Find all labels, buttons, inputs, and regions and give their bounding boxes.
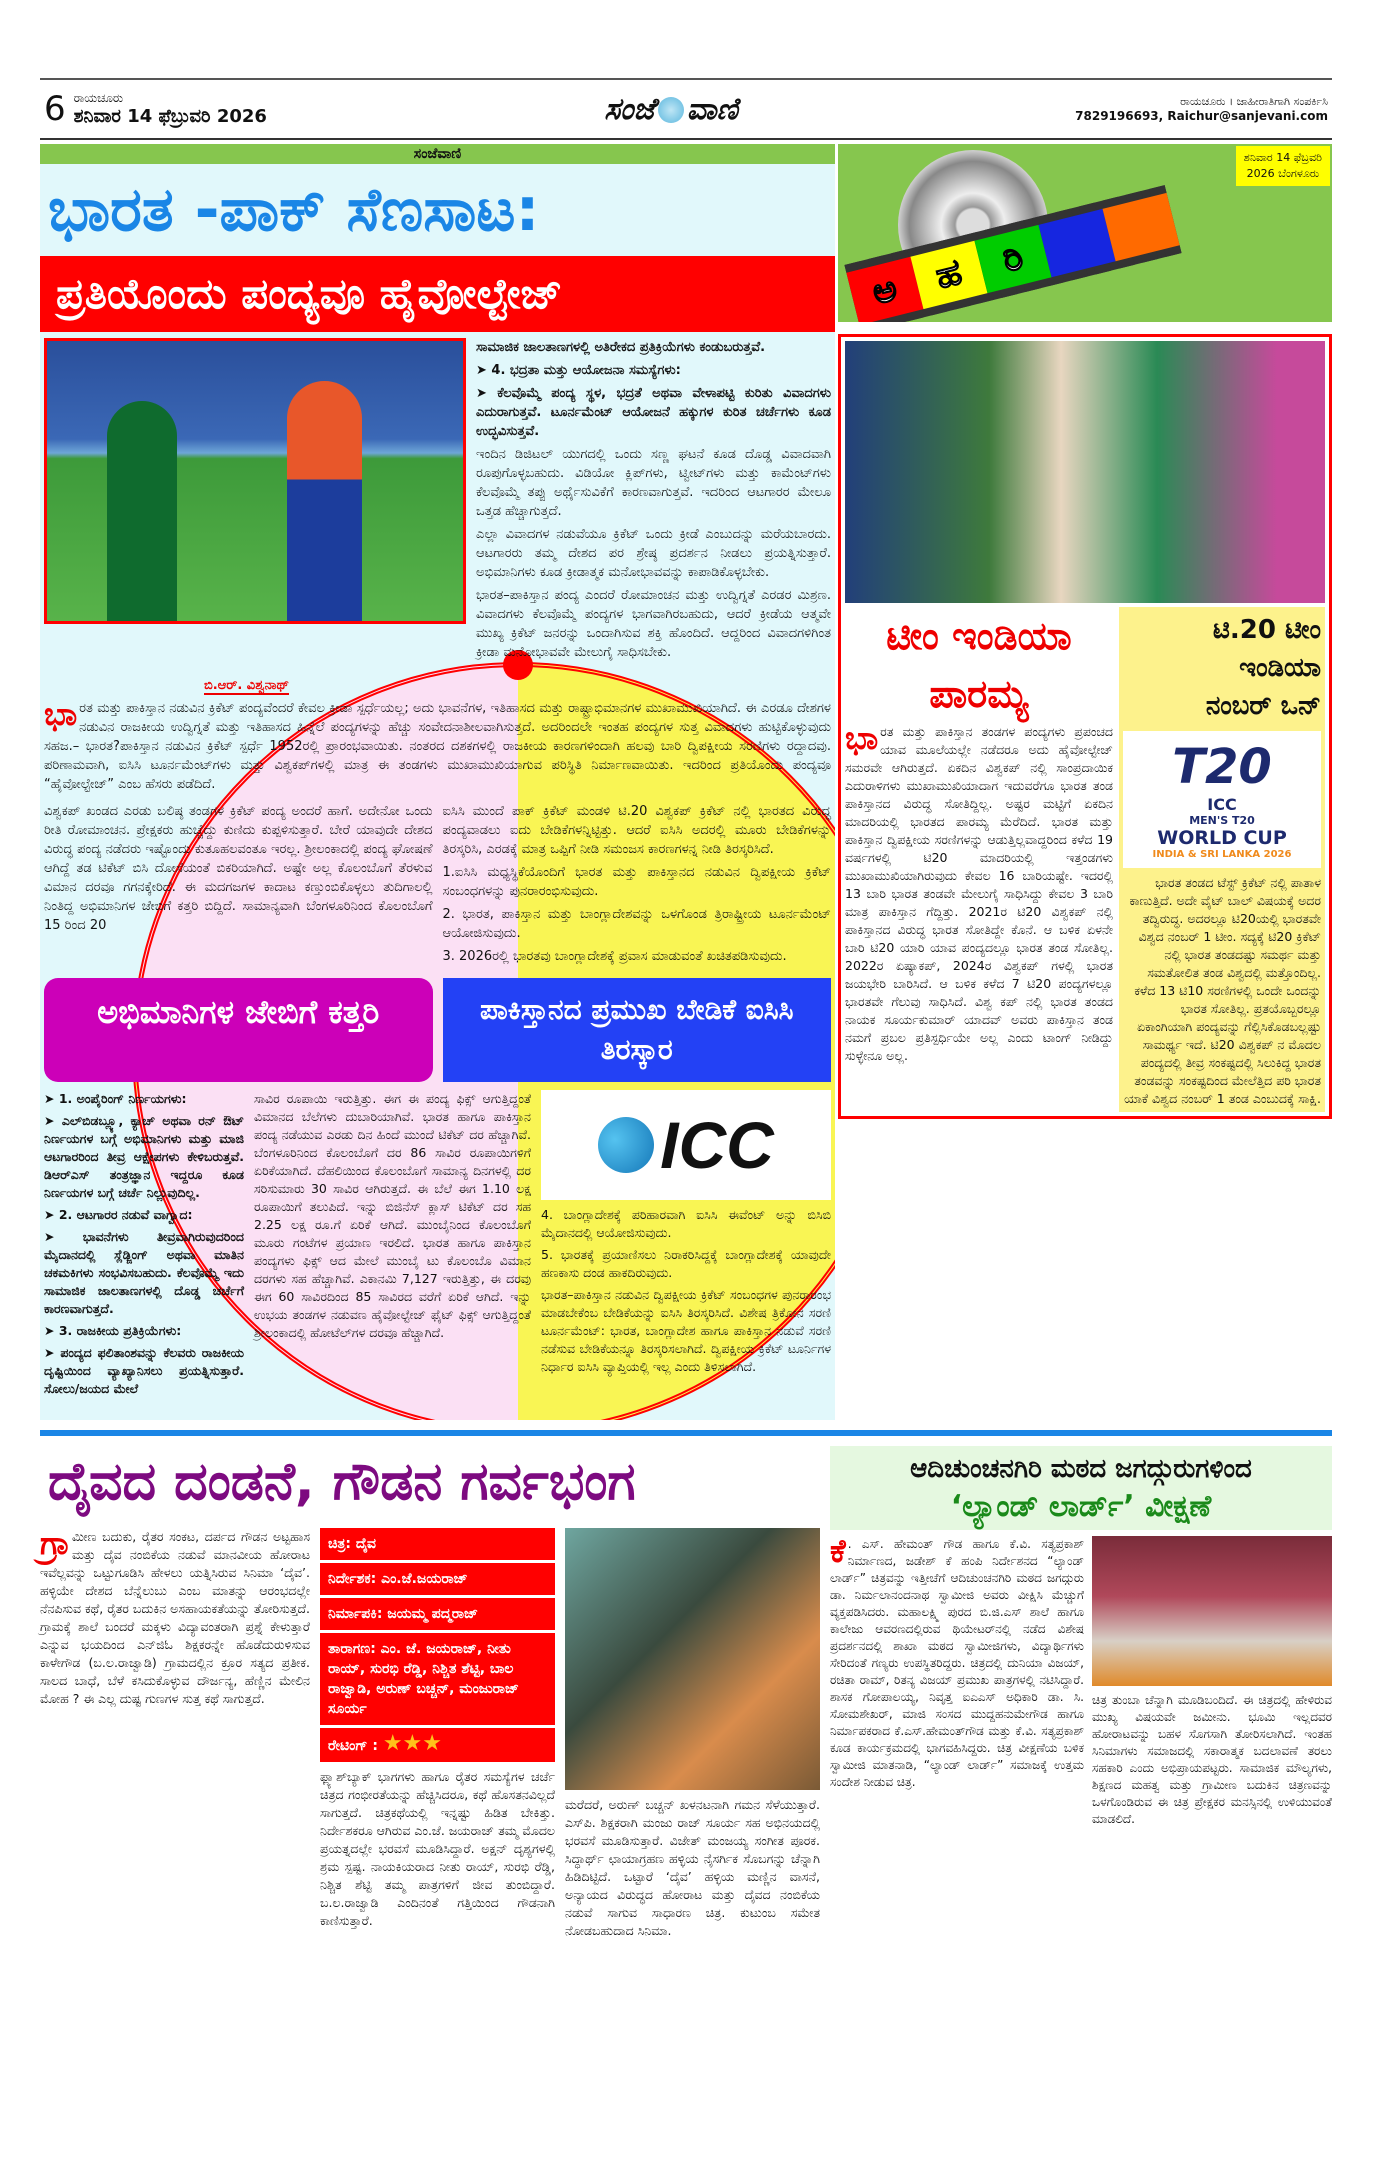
supplement-banner xyxy=(838,144,1332,322)
lead-column xyxy=(40,144,835,1420)
team-india-box xyxy=(838,334,1332,1119)
logo-letter: ರಿ xyxy=(974,225,1051,293)
film-review-headline: ದೈವದ ದಂಡನೆ, ಗೌಡನ ಗರ್ವಭಂಗ xyxy=(48,1452,636,1512)
t20-sidebar-title xyxy=(1123,611,1321,725)
headline-line: ಆದಿಚುಂಚನಗಿರಿ ಮಠದ ಜಗದ್ಗುರುಗಳಿಂದ xyxy=(910,1454,1252,1484)
paragraph: ಐಸಿಸಿ ಮುಂದೆ ಪಾಕ್ ಕ್ರಿಕೆಟ್ ಮಂಡಳಿ ಟಿ.20 ವಿಶ್ವಕಪ್ ಕ್ರಿಕೆಟ್ ನಲ್ಲಿ ಭಾರತದ ವಿರುದ್ಧ ಪಂದ್ಯವಾಡಲು ಐದು ಬೇಡಿಕೆಗಳನ್ನಿಟ್ಟಿತ್ತು. ಆದರೆ ಐಸಿಸಿ ಅದರಲ್ಲಿ ಮೂರು ಬೇಡಿಕೆಗಳನ್ನು ತಿರಸ್ಕರಿಸಿ, ಎರಡಕ್ಕೆ ಮಾತ್ರ ಒಪ್ಪಿಗೆ ನೀಡಿ ಸಮಂಜಸ ಕಾರಣಗಳನ್ನ ನೀಡಿ ತಿರಸ್ಕರಿಸಿದೆ. xyxy=(442,804,831,857)
icc-logo xyxy=(541,1090,831,1200)
film-review-columns xyxy=(40,1524,820,1940)
date-line: ಶನಿವಾರ 14 ಫೆಬ್ರವರಿ xyxy=(1243,151,1322,164)
demand-item: 5. ಭಾರತಕ್ಕೆ ಪ್ರಯಾಣಿಸಲು ನಿರಾಕರಿಸಿದ್ದಕ್ಕೆ ಬಾಂಗ್ಲಾದೇಶಕ್ಕೆ ಯಾವುದೇ ಹಣಕಾಸು ದಂಡ ಹಾಕದಿರುವುದು. xyxy=(541,1247,831,1280)
landlord-right xyxy=(1092,1536,1332,1828)
date-line: 2026 ಬೆಂಗಳೂರು xyxy=(1246,167,1320,180)
fans-photo xyxy=(845,341,1325,603)
t20-sidebar xyxy=(1119,607,1325,1112)
top-section xyxy=(40,144,1332,1420)
landlord-headline xyxy=(830,1446,1332,1530)
advert-contact-label: ರಾಯಚೂರು । ಜಾಹೀರಾತಿಗಾಗಿ ಸಂಪರ್ಕಿಸಿ xyxy=(1180,95,1328,108)
team-india-body xyxy=(845,719,1113,1065)
logo-line: WORLD CUP xyxy=(1157,827,1287,849)
film-review-col3-wrap xyxy=(565,1528,820,1940)
paragraph: ಇಂದಿನ ಡಿಜಿಟಲ್ ಯುಗದಲ್ಲಿ ಒಂದು ಸಣ್ಣ ಘಟನೆ ಕೂಡ ದೊಡ್ಡ ವಿವಾದವಾಗಿ ರೂಪುಗೊಳ್ಳಬಹುದು. ವಿಡಿಯೋ ಕ್ಲಿಪ್‌ಗಳು, ಟ್ವೀಟ್‌ಗಳು ಮತ್ತು ಕಾಮೆಂಟ್‌ಗಳು ಕೆಲವೊಮ್ಮೆ ತಪ್ಪು ಅರ್ಥೈಸುವಿಕೆಗೆ ಕಾರಣವಾಗುತ್ತವೆ. ಇದರಿಂದ ಆಟಗಾರರ ಮೇಲೂ ಒತ್ತಡ ಹೆಚ್ಚಾಗುತ್ತದೆ. xyxy=(476,447,831,519)
fans-story-top xyxy=(44,802,433,970)
title-line: ಇಂಡಿಯಾ xyxy=(1239,653,1321,683)
bullet-text: ಪಂದ್ಯದ ಫಲಿತಾಂಶವನ್ನು ಕೆಲವರು ರಾಜಕೀಯ ದೃಷ್ಟಿಯಿಂದ ವ್ಯಾಖ್ಯಾನಿಸಲು ಪ್ರಯತ್ನಿಸುತ್ತಾರೆ. ಸೋಲು/ಜಯದ ಮೇಲೆ xyxy=(44,1345,245,1396)
icc-globe-icon xyxy=(598,1117,654,1173)
film-frame xyxy=(1038,209,1115,277)
subheadline-band xyxy=(40,256,835,332)
film-review-col3 xyxy=(565,1796,820,1940)
demand-item: 1.ಐಸಿಸಿ ಮಧ್ಯಸ್ಥಿಕೆಯೊಂದಿಗೆ ಭಾರತ ಮತ್ತು ಪಾಕಿಸ್ತಾನದ ನಡುವಿನ ದ್ವಿಪಕ್ಷೀಯ ಕ್ರಿಕೆಟ್ ಸಂಬಂಧಗಳನ್ನು ಪುನರಾರಂಭಿಸುವುದು. xyxy=(442,865,831,899)
title-line: ನಂಬರ್ ಒನ್ xyxy=(1205,691,1321,721)
film-cast: ತಾರಾಗಣ: ಎಂ. ಜೆ. ಜಯರಾಜ್, ನೀತು ರಾಯ್, ಸುರಭಿ ರೆಡ್ಡಿ, ನಿಶ್ಚಿತ ಶೆಟ್ಟಿ, ಬಾಲ ರಾಜ್ವಾಡಿ, ಅರುಣ್ ಬಚ್ಚನ್, ಮಂಜುರಾಜ್ ಸೂರ್ಯ xyxy=(320,1633,555,1728)
film-producer: ನಿರ್ಮಾಪಕಿ: ಜಯಮ್ಮ ಪದ್ಮರಾಜ್ xyxy=(320,1598,555,1633)
paragraph: ಎಲ್ಲಾ ವಿವಾದಗಳ ನಡುವೆಯೂ ಕ್ರಿಕೆಟ್ ಒಂದು ಕ್ರೀಡೆ ಎಂಬುದನ್ನು ಮರೆಯಬಾರದು. ಆಟಗಾರರು ತಮ್ಮ ದೇಶದ ಪರ ಶ್ರೇಷ್ಠ ಪ್ರದರ್ಶನ ನೀಡಲು ಪ್ರಯತ್ನಿಸುತ್ತಾರೆ. ಅಭಿಮಾನಿಗಳು ಕೂಡ ಕ್ರೀಡಾತ್ಮಕ ಮನೋಭಾವವನ್ನು ಕಾಪಾಡಿಕೊಳ್ಳಬೇಕು. xyxy=(476,527,831,580)
logo-letter: ಅ xyxy=(846,257,923,322)
lead-intro xyxy=(44,695,831,794)
logo-letter: ಹ xyxy=(910,241,987,309)
lead-top-row xyxy=(44,338,831,666)
logo-text-right: ವಾಣಿ xyxy=(686,91,738,127)
supplement-date xyxy=(1236,146,1330,186)
film-still-photo xyxy=(565,1528,820,1790)
paragraph: ವಿಶ್ವಕಪ್ ಖಂಡದ ಎರಡು ಬಲಿಷ್ಠ ತಂಡಗಳ ಕ್ರಿಕೆಟ್ ಪಂದ್ಯ ಅಂದರೆ ಹಾಗೆ. ಅದೇನೋ ಒಂದು ರೀತಿ ರೋಮಾಂಚನ. ಪ್ರೇಕ್ಷಕರು ಹುಚ್ಚೆದ್ದು ಕುಣಿದು ಕುಪ್ಪಳಿಸುತ್ತಾರೆ. ಬೇರೆ ಯಾವುದೇ ದೇಶದ ವಿರುದ್ಧ ಪಂದ್ಯ ನಡೆದರು ಇಷ್ಟೊಂದು ಕುತೂಹಲವಂತೂ ಇರಲ್ಲ. ಶ್ರೀಲಂಕಾದಲ್ಲಿ ಪಂದ್ಯ ಘೋಷಣೆ ಆಗಿದ್ದೆ ತಡ ಟಿಕೆಟ್ ಬಿಸಿ ದೋಸೆಯಂತೆ ಬಿಕರಿಯಾಗಿದೆ. ಅಷ್ಟೇ ಅಲ್ಲ ಕೊಲಂಬೊಗೆ ತೆರಳುವ ವಿಮಾನ ದರವೂ ಗಗನಕ್ಕೇರಿದೆ. ಈ ಮದಗಜಗಳ ಕಾದಾಟ ಕಣ್ತುಂಬಿಕೊಳ್ಳಲು ತುದಿಗಾಲಲ್ಲಿ ನಿಂತಿದ್ದ ಅಭಿಮಾನಿಗಳ ಜೇಬಿಗೆ ಕತ್ತರಿ ಬಿದ್ದಿದೆ. ಸಾಮಾನ್ಯವಾಗಿ ಬೆಂಗಳೂರಿನಿಂದ ಕೊಲಂಬೊಗೆ 15 ರಿಂದ 20 xyxy=(44,804,433,933)
demand-item: 4. ಬಾಂಗ್ಲಾದೇಶಕ್ಕೆ ಪರಿಹಾರವಾಗಿ ಐಸಿಸಿ ಈವೆಂಟ್ ಅನ್ನು ಬಿಸಿಬಿ ಮೈದಾನದಲ್ಲಿ ಆಯೋಜಿಸುವುದು. xyxy=(541,1207,831,1240)
screening-audience-photo xyxy=(1092,1536,1332,1686)
bullet-text: 2. ಆಟಗಾರರ ನಡುವೆ ವಾಗ್ವಾದ: xyxy=(58,1207,193,1222)
team-india-headline: ಟೀಂ ಇಂಡಿಯಾ ಪಾರಮ್ಯ xyxy=(886,614,1072,716)
edition-city: ರಾಯಚೂರು xyxy=(73,91,124,105)
paragraph: ಚಿತ್ರ ತುಂಬಾ ಚೆನ್ನಾಗಿ ಮೂಡಿಬಂದಿದೆ. ಈ ಚಿತ್ರದಲ್ಲಿ ಹೇಳಿರುವ ಮುಖ್ಯ ವಿಷಯವೇ ಜಮೀನು. ಭೂಮಿ ಇಲ್ಲದವರ ಹೋರಾಟವನ್ನು ಬಹಳ ಸೊಗಸಾಗಿ ತೋರಿಸಲಾಗಿದೆ. ಇಂತಹ ಸಿನಿಮಾಗಳು ಸಮಾಜದಲ್ಲಿ ಸಕಾರಾತ್ಮಕ ಬದಲಾವಣೆ ತರಲು ಸಹಕಾರಿ ಎಂದು ಅಭಿಪ್ರಾಯಪಟ್ಟರು. ಸಾಮಾಜಿಕ ಮೌಲ್ಯಗಳು, ಶಿಕ್ಷಣದ ಮಹತ್ವ ಮತ್ತು ಗ್ರಾಮೀಣ ಬದುಕಿನ ಚಿತ್ರಣವನ್ನು ಒಳಗೊಂಡಿರುವ ಈ ಚಿತ್ರ ಪ್ರೇಕ್ಷಕರ ಮನಸ್ಸಿನಲ್ಲಿ ಉಳಿಯುವಂತೆ ಮಾಡಲಿದೆ. xyxy=(1092,1693,1332,1826)
landlord-body xyxy=(830,1532,1084,1828)
bullet-body: ➤ ಭಾವನೆಗಳು ತೀವ್ರವಾಗಿರುವುದರಿಂದ ಮೈದಾನದಲ್ಲಿ ಸ್ಲೆಡ್ಜಿಂಗ್ ಅಥವಾ ಮಾತಿನ ಚಕಮಕಿಗಳು ಸಂಭವಿಸಬಹುದು. ಕೆಲವೊಮ್ಮೆ ಇದು ಸಾಮಾಜಿಕ ಜಾಲತಾಣಗಳಲ್ಲಿ ದೊಡ್ಡ ಚರ್ಚೆಗೆ ಕಾರಣವಾಗುತ್ತದೆ. xyxy=(44,1229,244,1316)
lead-headline: ಭಾರತ -ಪಾಕ್ ಸೆಣಸಾಟ: xyxy=(48,175,540,245)
paragraph: ರತ ಮತ್ತು ಪಾಕಿಸ್ತಾನ ತಂಡಗಳ ಪಂದ್ಯಗಳು ಪ್ರಪಂಚದ ಯಾವ ಮೂಲೆಯಲ್ಲೇ ನಡೆದರೂ ಅದು ಹೈವೋಲ್ಟೇಜ್ ಸಮರವೇ ಆಗಿರುತ್ತದೆ. ಏಕದಿನ ವಿಶ್ವಕಪ್ ನಲ್ಲಿ ಸಾಂಪ್ರದಾಯಿಕ ಎದುರಾಳಿಗಳು ಮುಖಾಮುಖಿಯಾದಾಗ ಇದುವರೆಗೂ ಭಾರತ ತಂಡ ಪಾಕಿಸ್ತಾನದ ವಿರುದ್ಧ ಸೋತಿದ್ದಿಲ್ಲ. ಅಷ್ಟರ ಮಟ್ಟಿಗೆ ಏಕದಿನ ಮಾದರಿಯಲ್ಲಿ ಭಾರತದ ಪಾರಮ್ಯ ಮೆರೆದಿದೆ. ಭಾರತ ಮತ್ತು ಪಾಕಿಸ್ತಾನ ದ್ವಿಪಕ್ಷೀಯ ಸರಣಿಗಳನ್ನು ಆಡುತ್ತಿಲ್ಲವಾದ್ದರಿಂದ ಕಳೆದ 19 ವರ್ಷಗಳಲ್ಲಿ ಟಿ20 ಮಾದರಿಯಲ್ಲಿ ಇತ್ತಂಡಗಳು ಮುಖಾಮುಖಿಯಾಗಿರುವುದು ಕೇವಲ 16 ಬಾರಿಯಷ್ಟೇ. ಇದರಲ್ಲಿ 13 ಬಾರಿ ಭಾರತ ತಂಡವೇ ಮೇಲುಗೈ ಸಾಧಿಸಿದ್ದು ಕೇವಲ 3 ಬಾರಿ ಮಾತ್ರ ಪಾಕಿಸ್ತಾನ ಗೆದ್ದಿತ್ತು. 2021ರ ಟಿ20 ವಿಶ್ವಕಪ್ ನಲ್ಲಿ ಪಾಕಿಸ್ತಾನದ ವಿರುದ್ಧ ಭಾರತ ಸೋತಿದ್ದೇ ಕೊನೆ. ಆ ಬಳಿಕ ಏಳನೇ ಬಾರಿ ಟಿ20 ಯಾರಿ ಯಾವ ಪಂದ್ಯದಲ್ಲೂ ಭಾರತ ತಂಡ ಸೋತಿಲ್ಲ. 2022ರ ಏಷ್ಯಾಕಪ್, 2024ರ ವಿಶ್ವಕಪ್ ಗಳಲ್ಲಿ ಭಾರತ ಜಯಭೇರಿ ಬಾರಿಸಿದೆ. ಆ ಬಳಿಕ ಕಳೆದ 7 ಟಿ20 ಪಂದ್ಯಗಳಲ್ಲೂ ಭಾರತವೇ ಗೆಲುವು ಸಾಧಿಸಿದೆ. ವಿಶ್ವ ಕಪ್ ನಲ್ಲಿ ಭಾರತ ತಂಡದ ನಾಯಕ ಸೂರ್ಯಕುಮಾರ್ ಯಾದವ್ ಅವರು ಪಾಕಿಸ್ತಾನ ತಂಡ ನಮಗೆ ಪ್ರಬಲ ಪ್ರತಿಸ್ಪರ್ಧಿಯೇ ಅಲ್ಲ ಎಂದು ಟಾಂಗ್ ನೀಡಿದ್ದು ಸುಳ್ಳೇನೂ ಅಲ್ಲ. xyxy=(845,724,1113,1063)
circle-headline-row xyxy=(44,978,831,1082)
india-captain-figure xyxy=(287,381,362,624)
logo-line: MEN'S T20 xyxy=(1189,814,1255,827)
film-title: ಚಿತ್ರ: ದೈವ xyxy=(320,1528,555,1563)
paragraph: ಭಾರತ–ಪಾಕಿಸ್ತಾನ ನಡುವಿನ ದ್ವಿಪಕ್ಷೀಯ ಕ್ರಿಕೆಟ್ ಸಂಬಂಧಗಳ ಪುನರಾರಂಭ ಮಾಡಬೇಕೆಂಬ ಬೇಡಿಕೆಯನ್ನು ಐಸಿಸಿ ತಿರಸ್ಕರಿಸಿದೆ. ವಿಶೇಷ ತ್ರಿಕೋನ ಸರಣಿ ಟೂರ್ನಮೆಂಟ್: ಭಾರತ, ಬಾಂಗ್ಲಾದೇಶ ಹಾಗೂ ಪಾಕಿಸ್ತಾನ ನಡುವೆ ಸರಣಿ ನಡೆಸುವ ಬೇಡಿಕೆಯನ್ನೂ ತಿರಸ್ಕರಿಸಲಾಗಿದೆ. ದ್ವಿಪಕ್ಷೀಯ ಕ್ರಿಕೆಟ್ ಟೂರ್ನಿಗಳ ನಿರ್ಧಾರ ಐಸಿಸಿ ವ್ಯಾಪ್ತಿಯಲ್ಲಿ ಇಲ್ಲ ಎಂದು ತಿಳಿಸಲಾಗಿದೆ. xyxy=(541,1287,831,1374)
pakistan-captain-figure xyxy=(107,401,177,624)
drop-cap: ಗ್ರಾ xyxy=(40,1524,71,1562)
t20-world-cup-logo xyxy=(1123,731,1321,868)
bullet-text: 1. ಅಂಪೈರಿಂಗ್ ನಿರ್ಣಯಗಳು: xyxy=(58,1091,187,1106)
landlord-story xyxy=(830,1446,1332,1828)
star-icon: ★ xyxy=(422,1731,443,1756)
bullet-text: ಕೆಲವೊಮ್ಮೆ ಪಂದ್ಯ ಸ್ಥಳ, ಭದ್ರತೆ ಅಥವಾ ವೇಳಾಪಟ್ಟಿ ಕುರಿತು ವಿವಾದಗಳು ಎದುರಾಗುತ್ತವೆ. ಟೂರ್ನಮೆಂಟ್ ಆಯೋಜನೆ ಹಕ್ಕುಗಳ ಕುರಿತ ಚರ್ಚೆಗಳು ಕೂಡ ಉದ್ಭವಿಸುತ್ತವೆ. xyxy=(476,386,832,439)
bullet: ➤ 4. ಭದ್ರತಾ ಮತ್ತು ಆಯೋಜನಾ ಸಮಸ್ಯೆಗಳು: xyxy=(476,363,681,378)
landlord-body-2 xyxy=(1092,1692,1332,1828)
star-icon: ★ xyxy=(382,1731,403,1756)
demand-item: 3. 2026ರಲ್ಲಿ ಭಾರತವು ಬಾಂಗ್ಲಾದೇಶಕ್ಕೆ ಪ್ರವಾಸ ಮಾಡುವಂತೆ ಖಚಿತಪಡಿಸುವುದು. xyxy=(442,949,787,964)
masthead-left xyxy=(44,89,267,129)
logo-text-left: ಸಂಜೆ xyxy=(604,91,655,127)
lead-bullets xyxy=(44,1090,244,1402)
logo-mark: T20 xyxy=(1172,739,1272,795)
drop-cap: ಕೆ xyxy=(830,1532,846,1570)
logo-line: INDIA & SRI LANKA 2026 xyxy=(1152,849,1292,860)
logo-line: ICC xyxy=(1207,795,1237,814)
circle-top-row xyxy=(44,802,831,970)
newspaper-page xyxy=(40,0,1332,1940)
film-director: ನಿರ್ದೇಶಕ: ಎಂ.ಜೆ.ಜಯರಾಜ್ xyxy=(320,1563,555,1598)
icc-story-side xyxy=(541,1206,831,1376)
right-column xyxy=(838,144,1332,1420)
team-india-main xyxy=(845,607,1113,1112)
captains-toss-photo xyxy=(44,338,466,624)
fans-story-headline: ಅಭಿಮಾನಿಗಳ ಜೇಬಿಗೆ ಕತ್ತರಿ xyxy=(44,978,433,1082)
paragraph: . ಎಸ್. ಹೇಮಂತ್ ಗೌಡ ಹಾಗೂ ಕೆ.ವಿ. ಸತ್ಯಪ್ರಕಾಶ್ ನಿರ್ಮಾಣದ, ಜಡೇಶ್ ಕೆ ಹಂಪಿ ನಿರ್ದೇಶನದ “ಲ್ಯಾಂಡ್ ಲಾರ್ಡ್” ಚಿತ್ರವನ್ನು ಇತ್ತೀಚೆಗೆ ಆದಿಚುಂಚನಗಿರಿ ಮಠದ ಜಗದ್ಗುರು ಡಾ. ನಿರ್ಮಲಾನಂದನಾಥ ಸ್ವಾಮೀಜಿ ಅವರು ವೀಕ್ಷಿಸಿ ಮೆಚ್ಚುಗೆ ವ್ಯಕ್ತಪಡಿಸಿದರು. ಮಹಾಲಕ್ಷ್ಮಿ ಪುರದ ಬಿ.ಜಿ.ಎಸ್ ಶಾಲೆ ಹಾಗೂ ಕಾಲೇಜು ಆವರಣದಲ್ಲಿರುವ ಥಿಯೇಟರ್‌ನಲ್ಲಿ ನಡೆದ ವಿಶೇಷ ಪ್ರದರ್ಶನದಲ್ಲಿ ಶಾಖಾ ಮಠದ ಸ್ವಾಮೀಜಿಗಳು, ವಿದ್ಯಾರ್ಥಿಗಳು ಸೇರಿದಂತೆ ಗಣ್ಯರು ಉಪಸ್ಥಿತರಿದ್ದರು. ಚಿತ್ರದಲ್ಲಿ ದುನಿಯಾ ವಿಜಯ್, ರಚಿತಾ ರಾಮ್, ರಿತನ್ಯ ವಿಜಯ್ ಪ್ರಮುಖ ಪಾತ್ರಗಳಲ್ಲಿ ನಟಿಸಿದ್ದಾರೆ. ಶಾಸಕ ಗೋಪಾಲಯ್ಯ, ನಿವೃತ್ತ ಐಎಎಸ್ ಅಧಿಕಾರಿ ಡಾ. ಸಿ. ಸೋಮಶೇಖರ್, ಮಾಜಿ ಸಂಸದ ಮುದ್ದಹನುಮೇಗೌಡ ಹಾಗೂ ನಿರ್ಮಾಪಕರಾದ ಕೆ.ಎಸ್.ಹೇಮಂತ್‌ಗೌಡ ಮತ್ತು ಕೆ.ವಿ. ಸತ್ಯಪ್ರಕಾಶ್ ಕೂಡ ಕಾರ್ಯಕ್ರಮದಲ್ಲಿ ಭಾಗವಹಿಸಿದ್ದರು. ಚಿತ್ರ ವೀಕ್ಷಣೆಯ ಬಳಿಕ ಸ್ವಾಮೀಜಿ ಮಾತನಾಡಿ, “ಲ್ಯಾಂಡ್ ಲಾರ್ಡ್” ಸಮಾಜಕ್ಕೆ ಉತ್ತಮ ಸಂದೇಶ ನೀಡುವ ಚಿತ್ರ. xyxy=(830,1537,1084,1789)
paragraph: ಸಾಮಾಜಿಕ ಜಾಲತಾಣಗಳಲ್ಲಿ ಅತಿರೇಕದ ಪ್ರತಿಕ್ರಿಯೆಗಳು ಕಂಡುಬರುತ್ತವೆ. xyxy=(476,340,766,355)
bullet-text: ಭಾವನೆಗಳು ತೀವ್ರವಾಗಿರುವುದರಿಂದ ಮೈದಾನದಲ್ಲಿ ಸ್ಲೆಡ್ಜಿಂಗ್ ಅಥವಾ ಮಾತಿನ ಚಕಮಕಿಗಳು ಸಂಭವಿಸಬಹುದು. ಕೆಲವೊಮ್ಮೆ ಇದು ಸಾಮಾಜಿಕ ಜಾಲತಾಣಗಳಲ್ಲಿ ದೊಡ್ಡ ಚರ್ಚೆಗೆ ಕಾರಣವಾಗುತ್ತದೆ. xyxy=(44,1229,244,1316)
page-number: 6 xyxy=(44,89,66,129)
film-info-box xyxy=(320,1528,555,1762)
bullet: ➤ ಕೆಲವೊಮ್ಮೆ ಪಂದ್ಯ ಸ್ಥಳ, ಭದ್ರತೆ ಅಥವಾ ವೇಳಾಪಟ್ಟಿ ಕುರಿತು ವಿವಾದಗಳು ಎದುರಾಗುತ್ತವೆ. ಟೂರ್ನಮೆಂಟ್ ಆಯೋಜನೆ ಹಕ್ಕುಗಳ ಕುರಿತ ಚರ್ಚೆಗಳು ಕೂಡ ಉದ್ಭವಿಸುತ್ತವೆ. xyxy=(476,386,832,439)
film-review xyxy=(40,1436,820,1940)
drop-cap: ಭಾ xyxy=(44,695,78,733)
edition-info xyxy=(74,91,267,127)
demand-item: 2. ಭಾರತ, ಪಾಕಿಸ್ತಾನ ಮತ್ತು ಬಾಂಗ್ಲಾದೇಶವನ್ನು ಒಳಗೊಂಡ ತ್ರಿರಾಷ್ಟ್ರೀಯ ಟೂರ್ನಮೆಂಟ್ ಆಯೋಜಿಸುವುದು. xyxy=(442,907,831,941)
bullet-head: ➤ 1. ಅಂಪೈರಿಂಗ್ ನಿರ್ಣಯಗಳು: xyxy=(44,1091,187,1106)
byline: ಬಿ.ಆರ್. ವಿಶ್ವನಾಥ್ xyxy=(204,678,290,693)
paragraph: ಫ್ಲ್ಯಾಶ್‌ಬ್ಯಾಕ್ ಭಾಗಗಳು ಹಾಗೂ ರೈತರ ಸಮಸ್ಯೆಗಳ ಚರ್ಚೆ ಚಿತ್ರದ ಗಂಭೀರತೆಯನ್ನು ಹೆಚ್ಚಿಸಿದರೂ, ಕಥೆ ಹೊಸತನವಿಲ್ಲದೆ ಸಾಗುತ್ತದೆ. ಚಿತ್ರಕಥೆಯಲ್ಲಿ ಇನ್ನಷ್ಟು ಹಿಡಿತ ಬೇಕಿತ್ತು. ನಿರ್ದೇಶಕರೂ ಆಗಿರುವ ಎಂ.ಜೆ. ಜಯರಾಜ್ ತಮ್ಮ ಮೊದಲ ಪ್ರಯತ್ನದಲ್ಲೇ ಭರವಸೆ ಮೂಡಿಸಿದ್ದಾರೆ. ಅಕ್ಷನ್ ದೃಶ್ಯಗಳಲ್ಲಿ ಶ್ರಮ ಸ್ಪಷ್ಟ. ನಾಯಕಿಯರಾದ ನೀತು ರಾಯ್, ಸುರಭಿ ರೆಡ್ಡಿ, ನಿಶ್ಚಿತ ಶೆಟ್ಟಿ ತಮ್ಮ ಪಾತ್ರಗಳಿಗೆ ಜೀವ ತುಂಬಿದ್ದಾರೆ. ಬ.ಲ.ರಾಜ್ವಾಡಿ ಎಂದಿನಂತೆ ಗತ್ತಿಯಿಂದ ಗೌಡನಾಗಿ ಕಾಣಿಸುತ್ತಾರೆ. xyxy=(320,1769,555,1928)
film-review-col2-wrap xyxy=(320,1528,555,1930)
circle-bottom-row xyxy=(44,1090,831,1402)
newspaper-logo xyxy=(604,92,738,127)
headline-line: ‘ಲ್ಯಾಂಡ್ ಲಾರ್ಡ್’ ವೀಕ್ಷಣೆ xyxy=(950,1489,1212,1524)
title-line: ಟಿ.20 ಟೀಂ xyxy=(1212,615,1321,645)
edition-date: ಶನಿವಾರ 14 ಫೆಬ್ರುವರಿ 2026 xyxy=(73,106,267,127)
drop-cap: ಭಾ xyxy=(845,719,879,757)
paragraph: ಸಾವಿರ ರೂಪಾಯಿ ಇರುತ್ತಿತ್ತು. ಈಗ ಈ ಪಂದ್ಯ ಫಿಕ್ಸ್ ಆಗುತ್ತಿದ್ದಂತೆ ವಿಮಾನದ ಬೆಲೆಗಳು ದುಬಾರಿಯಾಗಿವೆ. ಭಾರತ ಹಾಗೂ ಪಾಕಿಸ್ತಾನ ಪಂದ್ಯ ನಡೆಯುವ ಎರಡು ದಿನ ಹಿಂದೆ ಮುಂದೆ ಟಿಕೆಟ್ ದರ ಹೆಚ್ಚಾಗಿವೆ. ಬೆಂಗಳೂರಿನಿಂದ ಕೊಲಂಬೊಗೆ ದರ 86 ಸಾವಿರ ರೂಪಾಯಿಗಳಿಗೆ ಏರಿಕೆಯಾಗಿದೆ. ದೆಹಲಿಯಿಂದ ಕೊಲಂಬೊಗೆ ಸಾಮಾನ್ಯ ದಿನಗಳಲ್ಲಿ ದರ ಸರಿಸುಮಾರು 30 ಸಾವಿರ ಆಗಿರುತ್ತದೆ. ಈ ಬೆಲೆ ಈಗ 1.10 ಲಕ್ಷ ರೂಪಾಯಿಗೆ ತಲುಪಿದೆ. ಇನ್ನು ಬಿಜಿನೆಸ್ ಕ್ಲಾಸ್ ಟಿಕೆಟ್ ದರ ಸಹ 2.25 ಲಕ್ಷ ರೂ.ಗೆ ಏರಿಕೆ ಆಗಿದೆ. ಮುಂಬೈನಿಂದ ಕೊಲಂಬೊಗೆ ಮೂರು ಗಂಟೆಗಳ ಪ್ರಯಾಣ ಇರಲಿದೆ. ಭಾರತ ಹಾಗೂ ಪಾಕಿಸ್ತಾನ ಪಂದ್ಯಗಳು ಫಿಕ್ಸ್ ಆದ ಮೇಲೆ ಮುಂಬೈ ಟು ಕೊಲಂಬೊ ವಿಮಾನ ದರಗಳು ಸಹ ಹೆಚ್ಚಾಗಿವೆ. ಎಕಾನಮಿ 7,127 ಇರುತ್ತಿತ್ತು, ಈ ದರವು ಈಗ 60 ಸಾವಿರದಿಂದ 85 ಸಾವಿರದ ವರೆಗೆ ಏರಿಕೆ ಆಗಿದೆ. ಇನ್ನು ಉಭಯ ತಂಡಗಳ ನಡುವಣ ಹೈವೋಲ್ಟೇಜ್ ಫೈಟ್ ಫಿಕ್ಸ್ ಆಗುತ್ತಿದ್ದಂತೆ ಶ್ರೀಲಂಕಾದಲ್ಲಿ ಹೋಟೆಲ್‌ಗಳ ದರವೂ ಹೆಚ್ಚಾಗಿದೆ. xyxy=(254,1091,531,1340)
bullet-head: ➤ 3. ರಾಜಕೀಯ ಪ್ರತಿಕ್ರಿಯೆಗಳು: xyxy=(44,1323,182,1338)
film-review-col2 xyxy=(320,1768,555,1930)
team-india-columns xyxy=(845,607,1325,1112)
lead-article xyxy=(40,332,835,1420)
icc-story-top xyxy=(443,802,832,970)
section-bar: ಸಂಜೆವಾಣಿ xyxy=(40,144,835,164)
paragraph: ರತ ಮತ್ತು ಪಾಕಿಸ್ತಾನ ನಡುವಿನ ಕ್ರಿಕೆಟ್ ಪಂದ್ಯವೆಂದರೆ ಕೇವಲ ಕ್ರೀಡಾ ಸ್ಪರ್ಧೆಯಲ್ಲ; ಅದು ಭಾವನೆಗಳ, ಇತಿಹಾಸದ ಮತ್ತು ರಾಷ್ಟ್ರಾಭಿಮಾನಗಳ ಮುಖಾಮುಖಿಯಾಗಿದೆ. ಈ ಎರಡೂ ದೇಶಗಳ ನಡುವಿನ ರಾಜಕೀಯ ಉದ್ವಿಗ್ನತೆ ಮತ್ತು ಇತಿಹಾಸದ ಹಿನ್ನೆಲೆ ಪಂದ್ಯಗಳನ್ನು ಹೆಚ್ಚು ಸಂವೇದನಾಶೀಲವಾಗಿಸುತ್ತದೆ. ಅದರಿಂದಲೇ ಇಂತಹ ಪಂದ್ಯಗಳ ಸುತ್ತ ವಿವಾದಗಳು ಹುಟ್ಟಿಕೊಳ್ಳುವುದು ಸಹಜ.– ಭಾರತ?ಪಾಕಿಸ್ತಾನ ನಡುವಿನ ಕ್ರಿಕೆಟ್ ಸ್ಪರ್ಧೆ 1952ರಲ್ಲಿ ಪ್ರಾರಂಭವಾಯಿತು. ನಂತರದ ದಶಕಗಳಲ್ಲಿ ರಾಜಕೀಯ ಕಾರಣಗಳಿಂದಾಗಿ ಹಲವು ಬಾರಿ ದ್ವಿಪಕ್ಷೀಯ ಸರಣಿಗಳು ರದ್ದಾದವು. ಪರಿಣಾಮವಾಗಿ, ಐಸಿಸಿ ಟೂರ್ನಮೆಂಟ್‌ಗಳು ಮತ್ತು ವಿಶ್ವಕಪ್‌ಗಳಲ್ಲಿ ಮಾತ್ರ ಈ ತಂಡಗಳು ಮುಖಾಮುಖಿಯಾಗುವ ಪರಿಸ್ಥಿತಿ ನಿರ್ಮಾಣವಾಯಿತು. ಇದರಿಂದ ಪ್ರತಿಯೊಂದು ಪಂದ್ಯವೂ “ಹೈವೋಲ್ಟೇಜ್” ಎಂಬ ಹೆಸರು ಪಡೆದಿದೆ. xyxy=(44,701,831,792)
paragraph: ಭಾರತ–ಪಾಕಿಸ್ತಾನ ಪಂದ್ಯ ಎಂದರೆ ರೋಮಾಂಚನ ಮತ್ತು ಉದ್ವಿಗ್ನತೆ ಎರಡರ ಮಿಶ್ರಣ. ವಿವಾದಗಳು ಕೆಲವೊಮ್ಮೆ ಪಂದ್ಯಗಳ ಭಾಗವಾಗಿರಬಹುದು, ಆದರೆ ಕ್ರೀಡೆಯ ಆತ್ಮವೇ ಮುಖ್ಯ ಕ್ರಿಕೆಟ್ ಜನರನ್ನು ಒಂದಾಗಿಸುವ ಶಕ್ತಿ ಹೊಂದಿದೆ. ಆದ್ದರಿಂದ ವಿವಾದಗಳಿಗಿಂತ ಕ್ರೀಡಾ ಮನೋಭಾವವೇ ಮೇಲುಗೈ ಸಾಧಿಸಬೇಕು. xyxy=(476,588,831,660)
film-review-body xyxy=(40,1524,310,1708)
icc-logo-text: ICC xyxy=(660,1108,774,1182)
headline-background xyxy=(40,164,835,256)
paragraph: ಮರೆದರೆ, ಅರುಣ್ ಬಚ್ಚನ್ ಖಳನಟನಾಗಿ ಗಮನ ಸೆಳೆಯುತ್ತಾರೆ. ಎಸ್‌ಪಿ. ಶಿಕ್ಷಕರಾಗಿ ಮಂಜು ರಾಜ್ ಸೂರ್ಯ ಸಹ ಅಭಿನಯದಲ್ಲಿ ಭರವಸೆ ಮೂಡಿಸುತ್ತಾರೆ. ವಿಜೇತ್ ಮಂಜಯ್ಯ ಸಂಗೀತ ಪೂರಕ. ಸಿದ್ಧಾರ್ಥ್ ಛಾಯಾಗ್ರಹಣ ಹಳ್ಳಿಯ ನೈಸರ್ಗಿಕ ಸೊಬಗನ್ನು ಚೆನ್ನಾಗಿ ಹಿಡಿದಿಟ್ಟಿದೆ. ಒಟ್ಟಾರೆ ‘ದೈವ’ ಹಳ್ಳಿಯ ಮಣ್ಣಿನ ವಾಸನೆ, ಅನ್ಯಾಯದ ವಿರುದ್ಧದ ಹೋರಾಟ ಮತ್ತು ದೈವದ ನಂಬಿಕೆಯ ನಡುವೆ ಸಾಗುವ ಸಾಧಾರಣ ಚಿತ್ರ. ಕುಟುಂಬ ಸಮೇತ ನೋಡಬಹುದಾದ ಸಿನಿಮಾ. xyxy=(565,1797,820,1938)
lead-subheadline: ಪ್ರತಿಯೊಂದು ಪಂದ್ಯವೂ ಹೈವೋಲ್ಟೇಜ್ xyxy=(56,269,563,318)
bullet-body: ➤ ಎಲ್‌ಬಿಡಬ್ಲ್ಯೂ, ಕ್ಯಾಚ್ ಅಥವಾ ರನ್ ಔಟ್ ನಿರ್ಣಯಗಳ ಬಗ್ಗೆ ಅಭಿಮಾನಿಗಳು ಮತ್ತು ಮಾಜಿ ಆಟಗಾರರಿಂದ ತೀವ್ರ ಆಕ್ಷೇಪಗಳು ಕೇಳಿಬರುತ್ತವೆ. ಡಿಆರ್‌ಎಸ್ ತಂತ್ರಜ್ಞಾನ ಇದ್ದರೂ ಕೂಡ ನಿರ್ಣಯಗಳ ಬಗ್ಗೆ ಚರ್ಚೆ ನಿಲ್ಲುವುದಿಲ್ಲ. xyxy=(44,1113,245,1200)
lead-continued xyxy=(476,338,831,666)
bottom-section xyxy=(40,1436,1332,1940)
bullet-text: 3. ರಾಜಕೀಯ ಪ್ರತಿಕ್ರಿಯೆಗಳು: xyxy=(58,1323,182,1338)
landlord-columns xyxy=(830,1532,1332,1828)
masthead xyxy=(40,78,1332,140)
fans-story-body xyxy=(254,1090,531,1402)
star-icon: ★ xyxy=(402,1731,423,1756)
film-frame xyxy=(1103,193,1180,261)
paragraph: ಮೀಣ ಬದುಕು, ರೈತರ ಸಂಕಟ, ದರ್ಪದ ಗೌಡನ ಅಟ್ಟಹಾಸ ಮತ್ತು ದೈವ ನಂಬಿಕೆಯ ನಡುವೆ ಮಾನವೀಯ ಹೋರಾಟ ಇವೆಲ್ಲವನ್ನು ಒಟ್ಟುಗೂಡಿಸಿ ಹೇಳಲು ಯತ್ನಿಸಿರುವ ಸಿನಿಮಾ ‘ದೈವ’. ಹಳ್ಳಿಯೇ ದೇಶದ ಬೆನ್ನೆಲುಬು ಎಂಬ ಮಾತನ್ನು ಆರಂಭದಲ್ಲೇ ನೆನಪಿಸುವ ಕಥೆ, ರೈತರ ಬದುಕಿನ ಅಸಹಾಯಕತೆಯನ್ನು ತೋರಿಸುತ್ತದೆ. ಗ್ರಾಮಕ್ಕೆ ಶಾಲೆ ಬಂದರೆ ಮಕ್ಕಳು ವಿದ್ಯಾವಂತರಾಗಿ ಪ್ರಶ್ನೆ ಕೇಳುತ್ತಾರೆ ಎನ್ನುವ ಭಯದಿಂದ ಎನ್‌ಜಿಓ ಶಿಕ್ಷಕರನ್ನೇ ಹೊಡೆದುರುಳಿಸುವ ಕಾಳೇಗೌಡ (ಬ.ಲ.ರಾಜ್ವಾಡಿ) ಗ್ರಾಮದಲ್ಲಿನ ಕ್ರೂರ ಸತ್ಯದ ಪ್ರತೀಕ. ಸಾಲದ ಬಾಧೆ, ಬೆಳೆ ಕಸಿದುಕೊಳ್ಳುವ ದೌರ್ಜನ್ಯ, ಹೆಣ್ಣಿನ ಮೇಲಿನ ಮೋಹ ? ಈ ಎಲ್ಲ ದುಷ್ಟ ಗುಣಗಳ ಸುತ್ತ ಕಥೆ ಸಾಗುತ್ತದೆ. xyxy=(40,1529,310,1706)
globe-icon xyxy=(658,97,684,123)
bullet-text: ಎಲ್‌ಬಿಡಬ್ಲ್ಯೂ, ಕ್ಯಾಚ್ ಅಥವಾ ರನ್ ಔಟ್ ನಿರ್ಣಯಗಳ ಬಗ್ಗೆ ಅಭಿಮಾನಿಗಳು ಮತ್ತು ಮಾಜಿ ಆಟಗಾರರಿಂದ ತೀವ್ರ ಆಕ್ಷೇಪಗಳು ಕೇಳಿಬರುತ್ತವೆ. ಡಿಆರ್‌ಎಸ್ ತಂತ್ರಜ್ಞಾನ ಇದ್ದರೂ ಕೂಡ ನಿರ್ಣಯಗಳ ಬಗ್ಗೆ ಚರ್ಚೆ ನಿಲ್ಲುವುದಿಲ್ಲ. xyxy=(44,1113,245,1200)
film-rating xyxy=(320,1728,555,1762)
paragraph: ಭಾರತ ತಂಡದ ಟೆಸ್ಟ್ ಕ್ರಿಕೆಟ್ ನಲ್ಲಿ ಪಾತಾಳ ಕಾಣುತ್ತಿದೆ. ಅದೇ ವೈಟ್ ಬಾಲ್ ವಿಷಯಕ್ಕೆ ಅದರ ತದ್ವಿರುದ್ಧ. ಅದರಲ್ಲೂ ಟಿ20ಯಲ್ಲಿ ಭಾರತವೇ ವಿಶ್ವದ ನಂಬರ್ 1 ಟೀಂ. ಸದ್ಯಕ್ಕೆ ಟಿ20 ಕ್ರಿಕೆಟ್ ನಲ್ಲಿ ಭಾರತ ತಂಡದಷ್ಟು ಸಮರ್ಥ ಮತ್ತು ಸಮತೋಲಿತ ತಂಡ ವಿಶ್ವದಲ್ಲಿ ಮತ್ತೊಂದಿಲ್ಲ. ಕಳೆದ 13 ಟಿ10 ಸರಣಿಗಳಲ್ಲಿ ಒಂದೇ ಒಂದನ್ನು ಭಾರತ ಸೋತಿಲ್ಲ. ಪ್ರತಯೊಬ್ಬರಲ್ಲೂ ಏಕಾಂಗಿಯಾಗಿ ಪಂದ್ಯವನ್ನು ಗೆಲ್ಲಿಸಿಕೊಡಬಲ್ಲಷ್ಟು ಸಾಮರ್ಥ್ಯ ಇದೆ. ಟಿ20 ವಿಶ್ವಕಪ್ ನ ಮೊದಲ ಪಂದ್ಯದಲ್ಲಿ ತೀವ್ರ ಸಂಕಷ್ಟದಲ್ಲಿ ಸಿಲುಕಿದ್ದ ಭಾರತ ತಂಡವನ್ನು ಸಂಕಷ್ಟದಿಂದ ಮೇಲೆತ್ತಿದ ಪರಿ ಭಾರತ ಯಾಕೆ ವಿಶ್ವದ ನಂಬರ್ 1 ತಂಡ ಎಂಬುದಕ್ಕೆ ಸಾಕ್ಷಿ. xyxy=(1124,875,1321,1106)
t20-sidebar-body xyxy=(1123,874,1321,1108)
icc-story-headline: ಪಾಕಿಸ್ತಾನದ ಪ್ರಮುಖ ಬೇಡಿಕೆ ಐಸಿಸಿ ತಿರಸ್ಕಾರ xyxy=(443,978,832,1082)
masthead-right xyxy=(1075,95,1328,123)
icc-story-bottom-column xyxy=(541,1090,831,1402)
bullet-body: ➤ ಪಂದ್ಯದ ಫಲಿತಾಂಶವನ್ನು ಕೆಲವರು ರಾಜಕೀಯ ದೃಷ್ಟಿಯಿಂದ ವ್ಯಾಖ್ಯಾನಿಸಲು ಪ್ರಯತ್ನಿಸುತ್ತಾರೆ. ಸೋಲು/ಜಯದ ಮೇಲೆ xyxy=(44,1345,245,1396)
bullet-text: 4. ಭದ್ರತಾ ಮತ್ತು ಆಯೋಜನಾ ಸಮಸ್ಯೆಗಳು: xyxy=(491,363,681,378)
advert-contact-info: 7829196693, Raichur@sanjevani.com xyxy=(1075,109,1328,123)
bullet-head: ➤ 2. ಆಟಗಾರರ ನಡುವೆ ವಾಗ್ವಾದ: xyxy=(44,1207,193,1222)
rating-label: ರೇಟಿಂಗ್ : xyxy=(328,1738,378,1754)
